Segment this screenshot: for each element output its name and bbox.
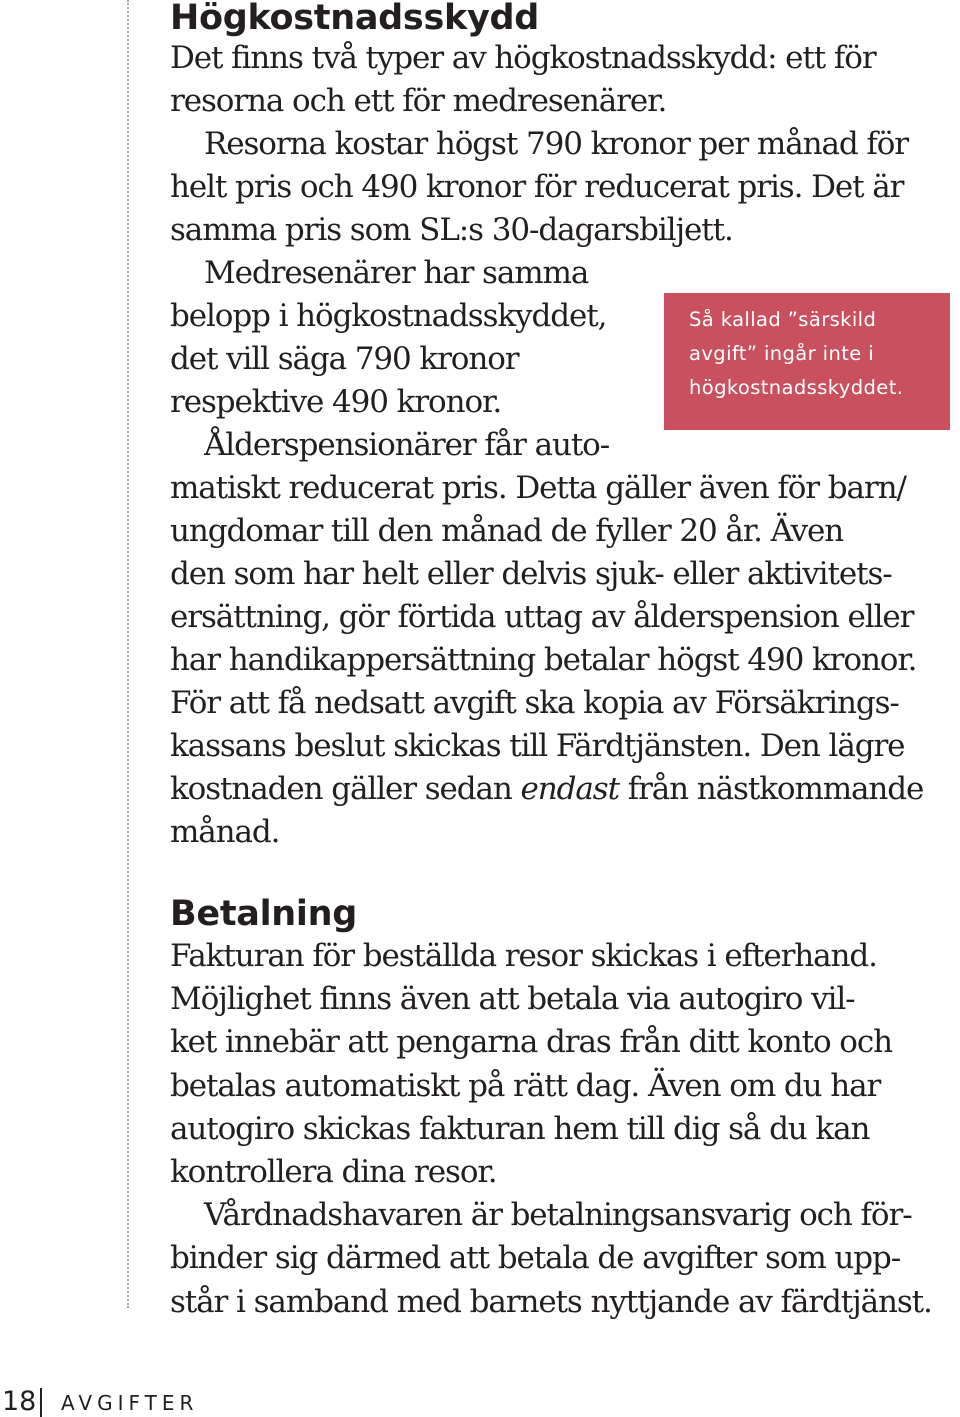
body-line: månad. [170, 814, 280, 850]
body-line [170, 768, 960, 811]
emphasis-text: endast [520, 771, 619, 807]
body-line: belopp i högkostnadsskyddet, [170, 298, 607, 334]
body-line: binder sig därmed att betala de avgifter som upp- [170, 1240, 901, 1277]
body-text: kostnaden gäller sedan [170, 771, 521, 807]
footer-divider [40, 1388, 42, 1417]
body-line: kontrollera dina resor. [170, 1153, 497, 1190]
body-line: har handikappersättning betalar högst 490 kronor. [170, 642, 917, 678]
page-number: 18 [2, 1386, 37, 1417]
body-line: det vill säga 790 kronor [170, 341, 519, 377]
body-line: Vårdnadshavaren är betalningsansvarig och för- [204, 1197, 912, 1234]
body-line: ungdomar till den månad de fyller 20 år. Även [170, 513, 844, 549]
callout-line: avgift” ingår inte i [689, 342, 875, 365]
body-line: samma pris som SL:s 30-dagarsbiljett. [170, 212, 733, 248]
body-text: från nästkommande [618, 771, 924, 807]
info-callout-box [664, 293, 950, 430]
body-line: helt pris och 490 kronor för reducerat pris. Det är [170, 169, 904, 205]
body-line: Fakturan för beställda resor skickas i efterhand. [170, 938, 877, 974]
body-line: Resorna kostar högst 790 kronor per månad för [204, 126, 908, 162]
body-line: Möjlighet finns även att betala via autogiro vil- [170, 981, 855, 1018]
body-line: kassans beslut skickas till Färdtjänsten. Den lägre [170, 728, 905, 764]
page-footer [0, 1386, 300, 1417]
section-betalning [170, 893, 960, 1324]
body-line: står i samband med barnets nyttjande av färdtjänst. [170, 1283, 932, 1320]
margin-dotted-rule [127, 0, 129, 1308]
body-line: Ålderspensionärer får auto- [204, 427, 610, 463]
section-heading: Högkostnadsskydd [170, 0, 539, 38]
callout-line: högkostnadsskyddet. [689, 376, 904, 399]
callout-line: Så kallad ”särskild [689, 308, 877, 331]
body-line: ket innebär att pengarna dras från ditt konto och [170, 1024, 892, 1061]
body-line: resorna och ett för medresenärer. [170, 83, 667, 119]
body-line: Det finns två typer av högkostnadsskydd: ett för [170, 40, 876, 76]
section-heading: Betalning [170, 894, 357, 934]
body-line: autogiro skickas fakturan hem till dig så du kan [170, 1110, 870, 1147]
body-line: betalas automatiskt på rätt dag. Även om du har [170, 1067, 881, 1104]
body-line: respektive 490 kronor. [170, 384, 502, 420]
body-line: matiskt reducerat pris. Detta gäller även för barn/ [170, 470, 906, 506]
body-line: För att få nedsatt avgift ska kopia av Försäkrings- [170, 685, 899, 721]
footer-section-label: AVGIFTER [61, 1391, 199, 1415]
body-line: Medresenärer har samma [204, 255, 589, 291]
body-line: ersättning, gör förtida uttag av ålderspension eller [170, 599, 914, 635]
body-line: den som har helt eller delvis sjuk- eller aktivitets- [170, 556, 892, 592]
